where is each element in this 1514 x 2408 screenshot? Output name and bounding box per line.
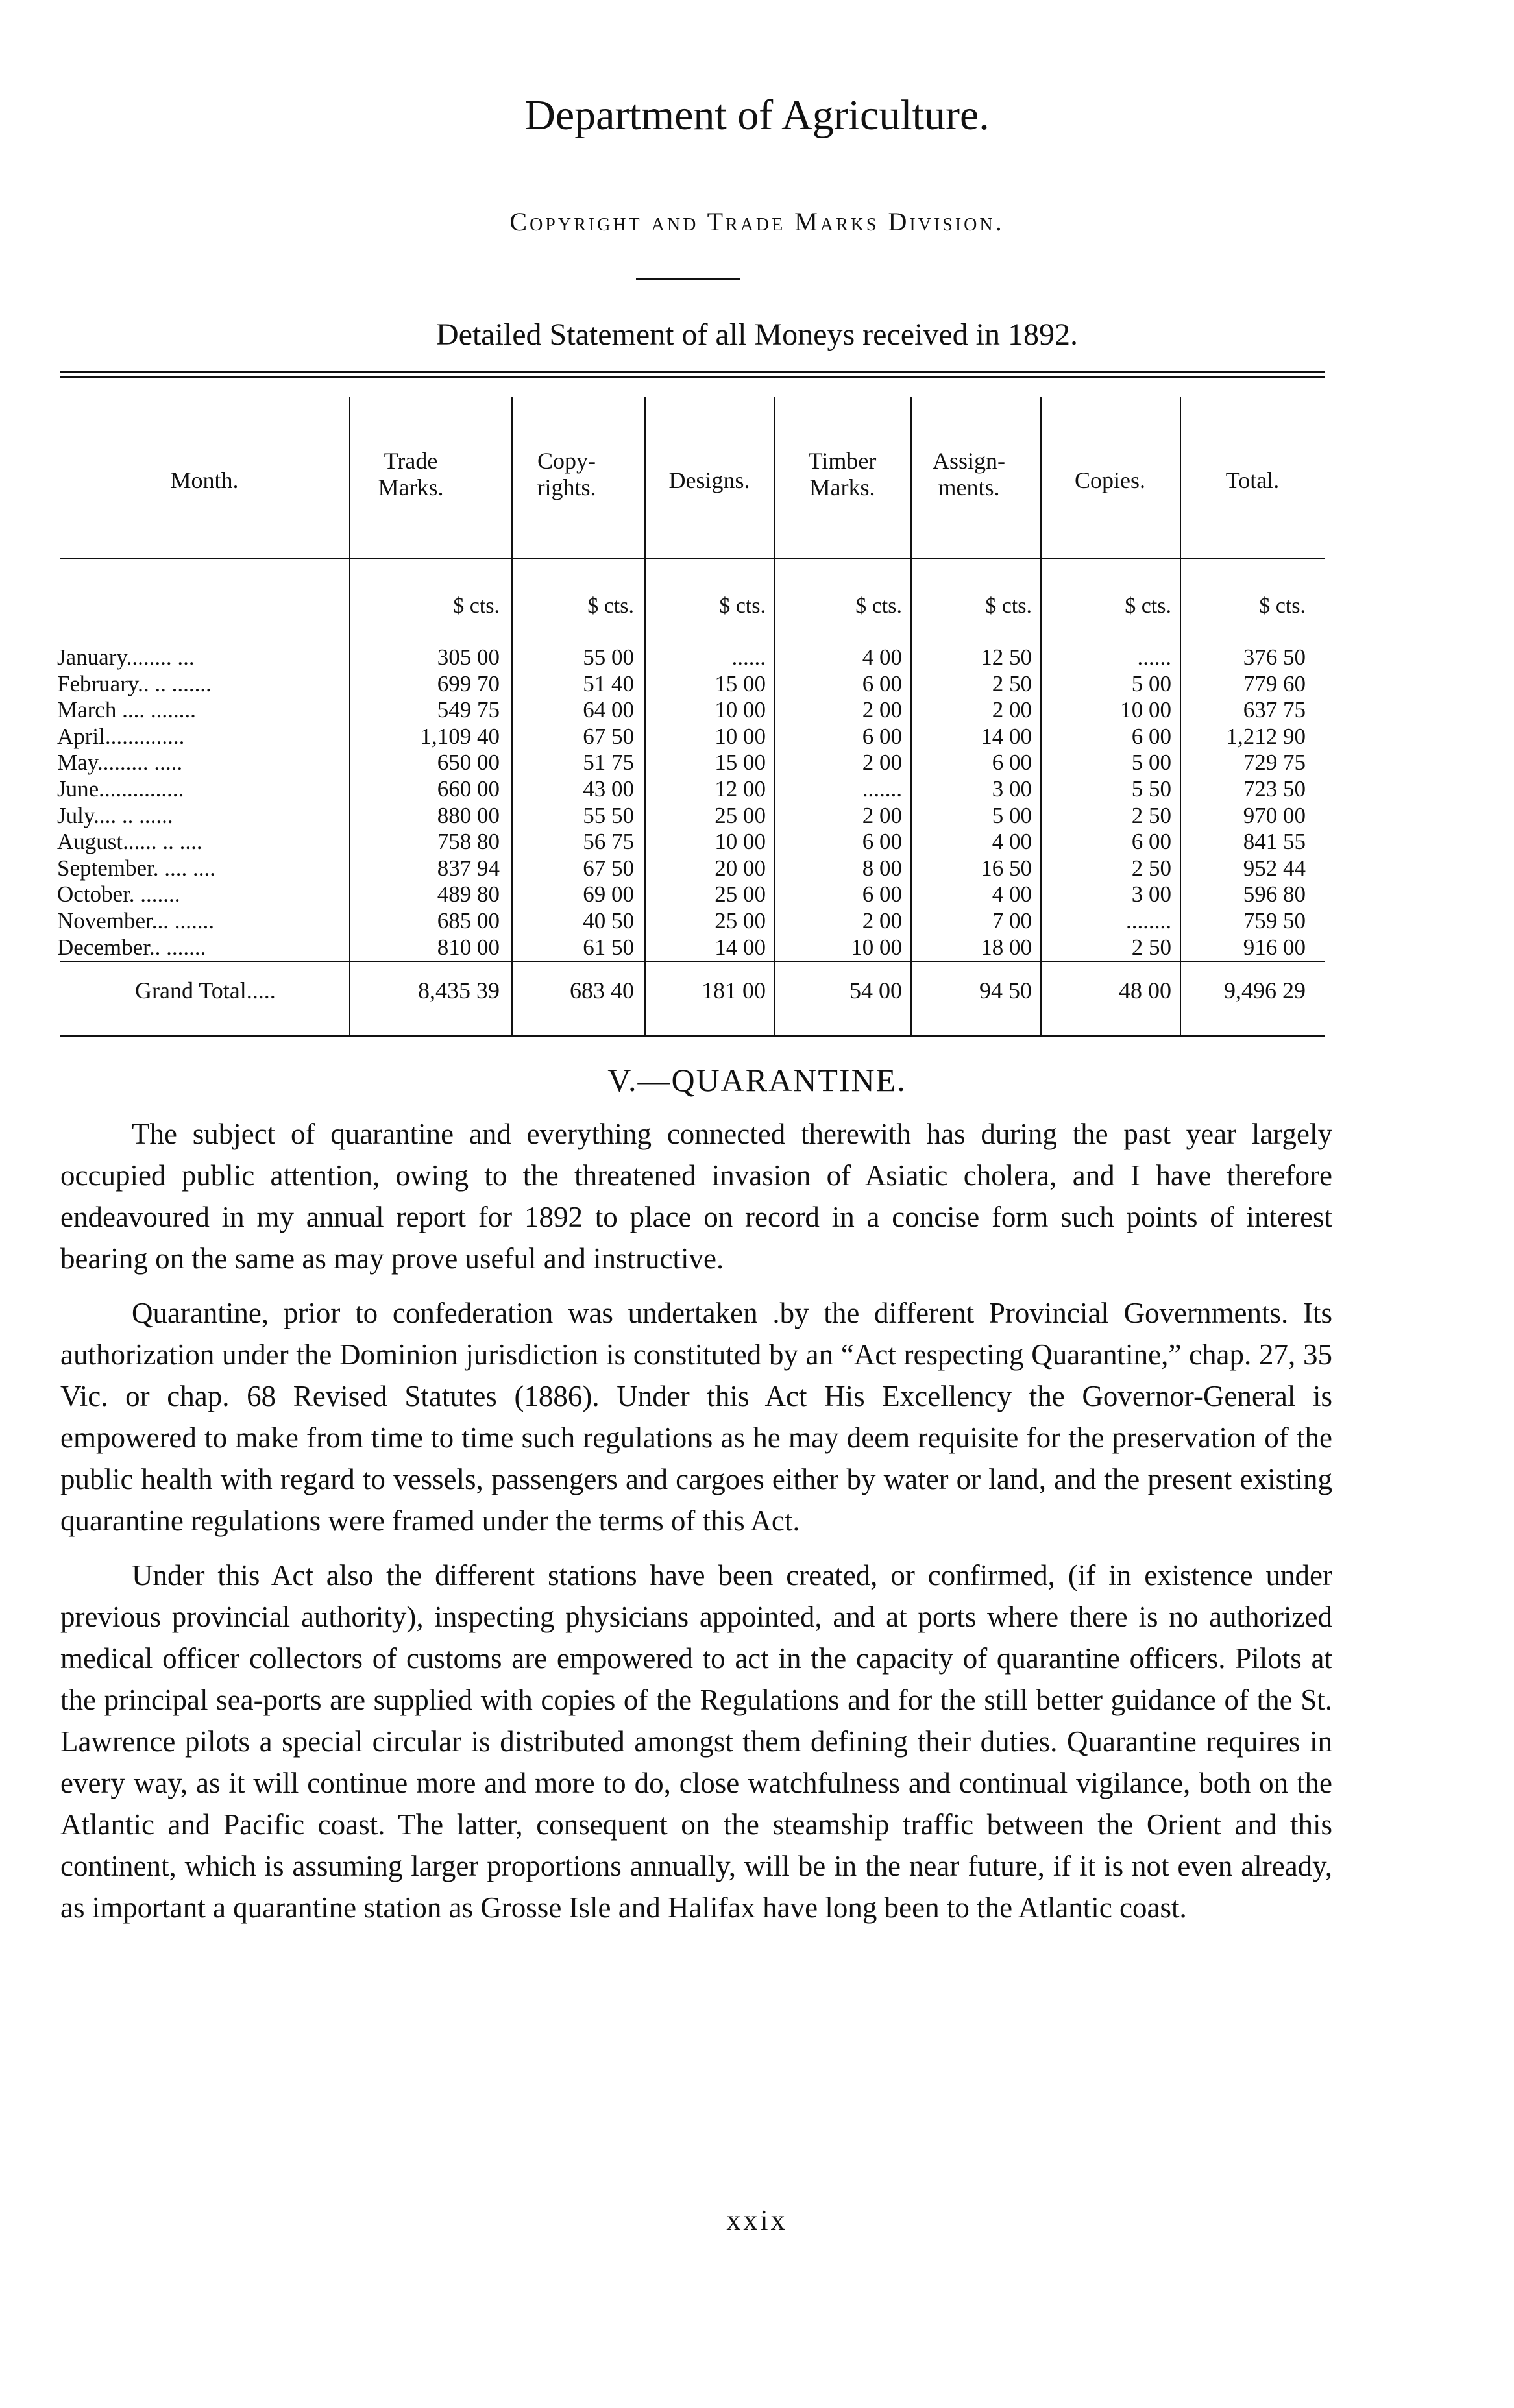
month-cell: June............... (57, 776, 184, 802)
table-cell: 723 50 (1243, 776, 1306, 802)
table-cell: 14 00 (981, 724, 1032, 749)
table-cell: 56 75 (583, 829, 634, 854)
table-cell: 12 00 (714, 776, 766, 802)
table-cell: 10 00 (714, 724, 766, 749)
table-cell: 685 00 (437, 908, 500, 933)
table-cell: 25 00 (714, 881, 766, 907)
table-cell: 5 00 (1131, 671, 1171, 696)
table-cell: 15 00 (714, 671, 766, 696)
body-text (60, 1113, 1332, 1941)
table-cell: 779 60 (1243, 671, 1306, 696)
grand-total-cell: 54 00 (849, 977, 902, 1003)
month-cell: August...... .. .... (57, 829, 202, 854)
table-cell: 2 50 (1131, 935, 1171, 960)
col-header-total: Total. (1225, 467, 1280, 493)
table-cell: 1,212 90 (1226, 724, 1306, 749)
table-cell: 16 50 (981, 855, 1032, 881)
grand-total-label: Grand Total..... (135, 977, 276, 1003)
table-cell: 10 00 (714, 829, 766, 854)
grand-total-cell: 8,435 39 (418, 977, 500, 1003)
division-heading: Copyright and Trade Marks Division. (509, 207, 1005, 236)
table-cell: 14 00 (714, 935, 766, 960)
month-cell: February.. .. ....... (57, 671, 212, 696)
table-cell: 4 00 (992, 829, 1032, 854)
table-cell: 20 00 (714, 855, 766, 881)
table-cell: 4 00 (862, 645, 902, 670)
unit-label: $ cts. (719, 594, 766, 618)
table-cell: 759 50 (1243, 908, 1306, 933)
table-cell: 12 50 (981, 645, 1032, 670)
short-rule (636, 278, 740, 280)
month-cell: April.............. (57, 724, 185, 749)
col-header-copyrights: Copy-rights. (537, 448, 596, 501)
table-cell: 7 00 (992, 908, 1032, 933)
table-cell: 596 80 (1243, 881, 1306, 907)
table-cell: 6 00 (1131, 829, 1171, 854)
table-cell: ........ (1126, 908, 1171, 933)
month-cell: March .... ........ (57, 697, 196, 722)
col-header-timber-marks: Timber Marks. (808, 448, 877, 501)
col-header-copies: Copies. (1074, 467, 1145, 493)
grand-total-cell: 48 00 (1119, 977, 1171, 1003)
paragraph: The subject of quarantine and everything connected therewith has during the past year largely occupied public attention, owing to the threatened invasion of Asiatic cholera, and I have therefore endeavoured in my annual report for 1892 to place on record in a concise form such points of interest bearing on the same as may prove useful and instructive. (60, 1118, 1332, 1275)
table-cell: 2 00 (862, 803, 902, 828)
statement-heading: Detailed Statement of all Moneys received in 1892. (435, 317, 1079, 352)
table-cell: 64 00 (583, 697, 634, 722)
table-cell: 5 50 (1131, 776, 1171, 802)
grand-total-cell: 9,496 29 (1224, 977, 1306, 1003)
table-cell: 637 75 (1243, 697, 1306, 722)
table-cell: 10 00 (851, 935, 902, 960)
month-cell: January........ ... (57, 645, 195, 670)
month-cell: December.. ....... (57, 935, 206, 960)
table-cell: 67 50 (583, 724, 634, 749)
table-cell: 549 75 (437, 697, 500, 722)
table-cell: 699 70 (437, 671, 500, 696)
table-cell: 5 00 (992, 803, 1032, 828)
col-header-assignments: Assign-ments. (932, 448, 1005, 501)
table-cell: 51 75 (583, 750, 634, 775)
table-cell: 55 50 (583, 803, 634, 828)
unit-label: $ cts. (1259, 594, 1306, 618)
table-cell: 880 00 (437, 803, 500, 828)
table-cell: 489 80 (437, 881, 500, 907)
table-cell: 2 00 (862, 697, 902, 722)
table-bottom-rule (60, 1035, 1325, 1037)
table-cell: 8 00 (862, 855, 902, 881)
table-cell: 69 00 (583, 881, 634, 907)
table-cell: 6 00 (862, 881, 902, 907)
table-cell: 2 00 (862, 908, 902, 933)
table-cell: 758 80 (437, 829, 500, 854)
table-cell: ....... (862, 776, 902, 802)
table-cell: 1,109 40 (420, 724, 500, 749)
table-cell: 2 00 (862, 750, 902, 775)
table-cell: 6 00 (1131, 724, 1171, 749)
month-cell: September. .... .... (57, 855, 215, 881)
total-rule (60, 961, 1325, 962)
table-cell: 2 50 (1131, 855, 1171, 881)
month-cell: November... ....... (57, 908, 215, 933)
table-cell: 67 50 (583, 855, 634, 881)
table-cell: 25 00 (714, 803, 766, 828)
table-cell: 25 00 (714, 908, 766, 933)
unit-label: $ cts. (453, 594, 500, 618)
unit-label: $ cts. (1125, 594, 1171, 618)
page-number: xxix (726, 2204, 788, 2236)
table-cell: 6 00 (862, 829, 902, 854)
table-cell: 5 00 (1131, 750, 1171, 775)
table-cell: ...... (1137, 645, 1171, 670)
unit-label: $ cts. (855, 594, 902, 618)
table-cell: 837 94 (437, 855, 500, 881)
table-cell: 6 00 (862, 724, 902, 749)
col-header-designs: Designs. (668, 467, 750, 493)
table-cell: 4 00 (992, 881, 1032, 907)
table-cell: 40 50 (583, 908, 634, 933)
month-cell: May......... ..... (57, 750, 183, 775)
table-cell: 810 00 (437, 935, 500, 960)
table-top-rule (60, 371, 1325, 378)
table-cell: 650 00 (437, 750, 500, 775)
table-cell: 952 44 (1243, 855, 1306, 881)
header-rule (60, 558, 1325, 559)
col-header-trade-marks: Trade Marks. (378, 448, 444, 501)
month-cell: October. ....... (57, 881, 180, 907)
table-cell: 660 00 (437, 776, 500, 802)
month-cell: July.... .. ...... (57, 803, 173, 828)
table-cell: 729 75 (1243, 750, 1306, 775)
table-cell: 3 00 (992, 776, 1032, 802)
unit-label: $ cts. (985, 594, 1032, 618)
table-cell: 376 50 (1243, 645, 1306, 670)
unit-label: $ cts. (587, 594, 634, 618)
paragraph: Quarantine, prior to confederation was undertaken .by the different Provincial Governments. Its authorization under the Dominion jurisdiction is constituted by an “Act respecting Quarantine,” chap. 27, 35 Vic. or chap. 68 Revised Statutes (1886). Under this Act His Excellency the Governor-General is empowered to make from time to time such regulations as he may deem requisite for the preservation of the public health with regard to vessels, passengers and cargoes either by water or land, and the present existing quarantine regulations were framed under the terms of this Act. (60, 1297, 1332, 1537)
paragraph: Under this Act also the different stations have been created, or confirmed, (if in existence under previous provincial authority), inspecting physicians appointed, and at ports where there is no authorized medical officer collectors of customs are empowered to act in the capacity of quarantine officers. Pilots at the principal sea-ports are supplied with copies of the Regulations and for the still better guidance of the St. Lawrence pilots a special circular is distributed amongst them defining their duties. Quarantine requires in every way, as it will continue more and more to do, close watchfulness and continual vigilance, both on the Atlantic and Pacific coast. The latter, consequent on the steamship traffic between the Orient and this continent, which is assuming larger proportions annually, will be in the near future, if it is not even already, as important a quarantine station as Grosse Isle and Halifax have long been to the Atlantic coast. (60, 1559, 1332, 1924)
page-title: Department of Agriculture. (524, 92, 990, 139)
table-cell: 6 00 (992, 750, 1032, 775)
table-cell: 2 00 (992, 697, 1032, 722)
grand-total-cell: 94 50 (979, 977, 1032, 1003)
table-cell: 55 00 (583, 645, 634, 670)
col-header-month: Month. (170, 467, 239, 493)
table-cell: 15 00 (714, 750, 766, 775)
table-cell: 2 50 (1131, 803, 1171, 828)
table-cell: 6 00 (862, 671, 902, 696)
table-cell: 61 50 (583, 935, 634, 960)
table-cell: 841 55 (1243, 829, 1306, 854)
section-heading: V.—QUARANTINE. (607, 1062, 907, 1098)
table-cell: ...... (731, 645, 766, 670)
table-cell: 916 00 (1243, 935, 1306, 960)
grand-total-cell: 683 40 (570, 977, 634, 1003)
table-cell: 18 00 (981, 935, 1032, 960)
table-cell: 2 50 (992, 671, 1032, 696)
table-cell: 305 00 (437, 645, 500, 670)
table-cell: 10 00 (1120, 697, 1171, 722)
table-cell: 10 00 (714, 697, 766, 722)
table-cell: 51 40 (583, 671, 634, 696)
table-cell: 3 00 (1131, 881, 1171, 907)
table-cell: 43 00 (583, 776, 634, 802)
table-cell: 970 00 (1243, 803, 1306, 828)
grand-total-cell: 181 00 (702, 977, 766, 1003)
